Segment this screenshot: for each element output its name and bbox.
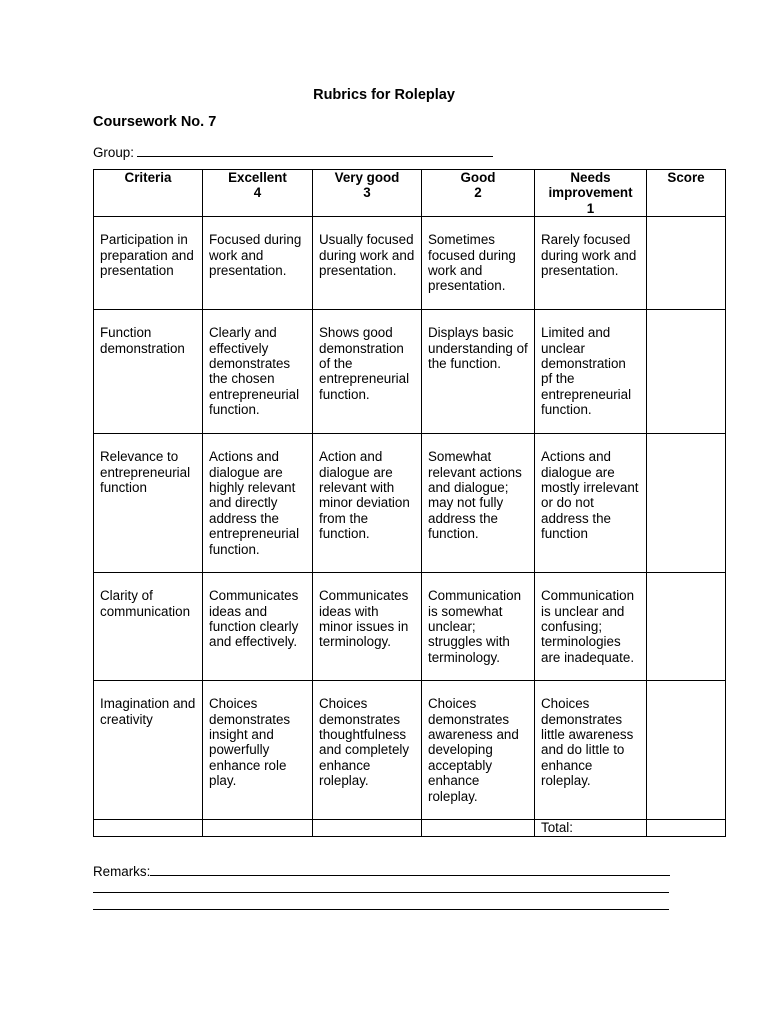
criteria-cell: Relevance to entrepreneurial function xyxy=(94,434,203,573)
table-row xyxy=(94,310,726,434)
empty-cell xyxy=(203,820,313,836)
excellent-cell: Communicates ideas and function clearly and effectively. xyxy=(203,573,313,681)
excellent-cell: Choices demonstrates insight and powerfully enhance role play. xyxy=(203,681,313,820)
very-good-cell: Action and dialogue are relevant with minor deviation from the function. xyxy=(313,434,422,573)
score-cell[interactable] xyxy=(647,681,726,820)
needs-improvement-cell: Communication is unclear and confusing; terminologies are inadequate. xyxy=(535,573,647,681)
criteria-cell: Function demonstration xyxy=(94,310,203,434)
good-cell: Displays basic understanding of the function. xyxy=(422,310,535,434)
needs-improvement-cell: Choices demonstrates little awareness and do little to enhance roleplay. xyxy=(535,681,647,820)
score-cell[interactable] xyxy=(647,573,726,681)
group-blank-line xyxy=(137,143,493,157)
criteria-cell: Imagination and creativity xyxy=(94,681,203,820)
table-row xyxy=(94,681,726,820)
empty-cell xyxy=(422,820,535,836)
good-cell: Communication is somewhat unclear; struggles with terminology. xyxy=(422,573,535,681)
score-cell[interactable] xyxy=(647,434,726,573)
header-good: Good 2 xyxy=(422,170,535,217)
header-needs-improvement: Needs improvement 1 xyxy=(535,170,647,217)
coursework-heading: Coursework No. 7 xyxy=(93,114,217,130)
table-row xyxy=(94,434,726,573)
very-good-cell: Choices demonstrates thoughtfulness and completely enhance roleplay. xyxy=(313,681,422,820)
empty-cell xyxy=(94,820,203,836)
document-title: Rubrics for Roleplay xyxy=(313,87,455,103)
remarks-line-2[interactable] xyxy=(93,892,669,893)
very-good-cell: Communicates ideas with minor issues in terminology. xyxy=(313,573,422,681)
good-cell: Choices demonstrates awareness and developing acceptably enhance roleplay. xyxy=(422,681,535,820)
header-score: Score xyxy=(647,170,726,217)
score-cell[interactable] xyxy=(647,310,726,434)
good-cell: Somewhat relevant actions and dialogue; may not fully address the function. xyxy=(422,434,535,573)
header-criteria: Criteria xyxy=(94,170,203,217)
criteria-cell: Clarity of communication xyxy=(94,573,203,681)
excellent-cell: Focused during work and presentation. xyxy=(203,217,313,310)
excellent-cell: Clearly and effectively demonstrates the chosen entrepreneurial function. xyxy=(203,310,313,434)
total-label: Total: xyxy=(535,820,647,836)
total-row xyxy=(94,820,726,836)
good-cell: Sometimes focused during work and presentation. xyxy=(422,217,535,310)
remarks-line-3[interactable] xyxy=(93,909,669,910)
needs-improvement-cell: Rarely focused during work and presentation. xyxy=(535,217,647,310)
total-score-cell[interactable] xyxy=(647,820,726,836)
header-row xyxy=(94,170,726,217)
group-field xyxy=(93,143,493,160)
needs-improvement-cell: Actions and dialogue are mostly irrelevant or do not address the function xyxy=(535,434,647,573)
group-label: Group: xyxy=(93,145,134,160)
score-cell[interactable] xyxy=(647,217,726,310)
needs-improvement-cell: Limited and unclear demonstration pf the entrepreneurial function. xyxy=(535,310,647,434)
table-row xyxy=(94,217,726,310)
criteria-cell: Participation in preparation and presentation xyxy=(94,217,203,310)
header-very-good: Very good 3 xyxy=(313,170,422,217)
remarks-line-1[interactable] xyxy=(150,862,670,876)
remarks-label: Remarks: xyxy=(93,864,151,879)
very-good-cell: Shows good demonstration of the entrepreneurial function. xyxy=(313,310,422,434)
remarks-field xyxy=(93,862,670,879)
rubric-table xyxy=(93,169,726,837)
excellent-cell: Actions and dialogue are highly relevant and directly address the entrepreneurial function. xyxy=(203,434,313,573)
table-row xyxy=(94,573,726,681)
empty-cell xyxy=(313,820,422,836)
header-excellent: Excellent 4 xyxy=(203,170,313,217)
very-good-cell: Usually focused during work and presentation. xyxy=(313,217,422,310)
